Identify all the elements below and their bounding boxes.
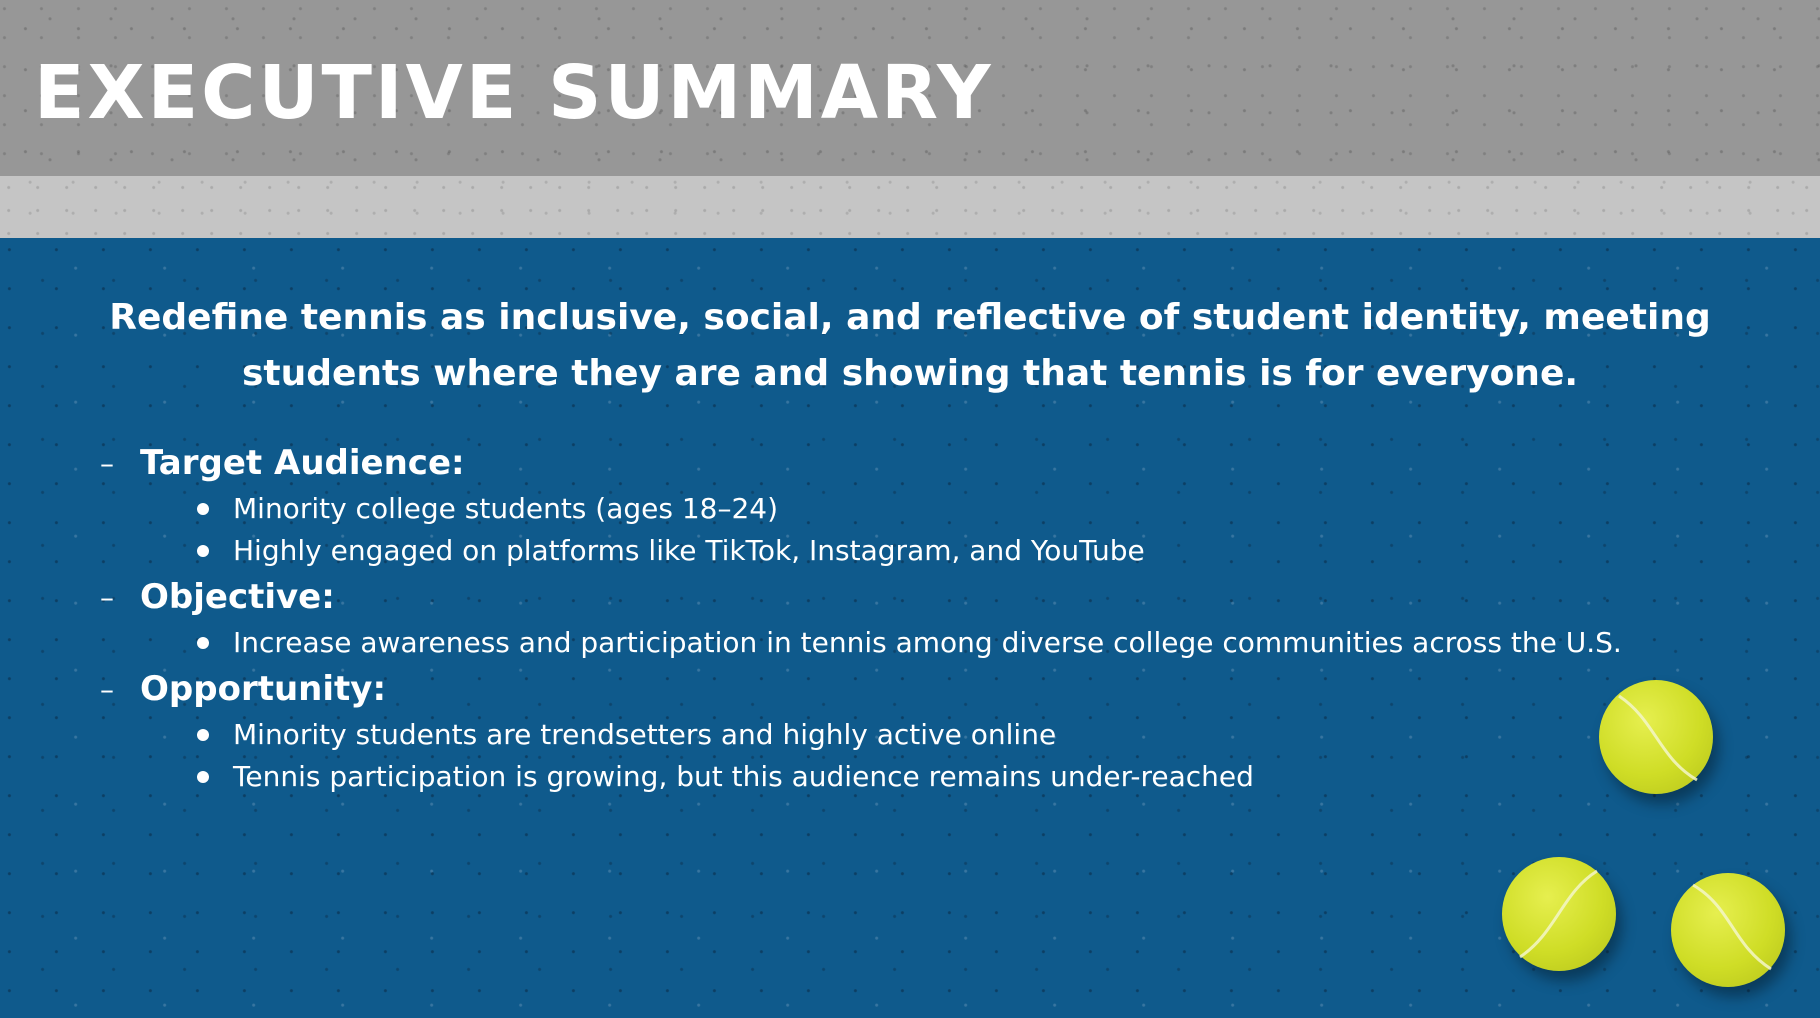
- tennis-ball-icon: [1502, 857, 1616, 971]
- bullet-item: [197, 530, 1703, 572]
- tennis-ball-icon: [1599, 680, 1713, 794]
- bullet-text: Minority students are trendsetters and highly active online: [233, 718, 1057, 751]
- section-heading-label: Opportunity:: [140, 669, 387, 709]
- section-heading-label: Target Audience:: [140, 443, 465, 483]
- bullet-list: [100, 714, 1720, 798]
- summary-sections: [100, 438, 1720, 798]
- bullet-item: [197, 622, 1703, 664]
- dash-marker: –: [100, 580, 114, 614]
- section-heading-label: Objective:: [140, 577, 335, 617]
- dash-marker: –: [100, 446, 114, 480]
- bullet-dot-icon: [197, 729, 209, 741]
- section-heading: [100, 664, 1720, 714]
- bullet-text: Minority college students (ages 18–24): [233, 492, 779, 525]
- bullet-dot-icon: [197, 545, 209, 557]
- tennis-ball-icon: [1671, 873, 1785, 987]
- bullet-text: Highly engaged on platforms like TikTok, Instagram, and YouTube: [233, 534, 1145, 567]
- section-heading: [100, 438, 1720, 488]
- section-target-audience: [100, 438, 1720, 572]
- ball-seam: [1671, 873, 1785, 987]
- bullet-item: [197, 714, 1703, 756]
- bullet-list: [100, 622, 1720, 664]
- section-heading: [100, 572, 1720, 622]
- bullet-dot-icon: [197, 503, 209, 515]
- bullet-dot-icon: [197, 637, 209, 649]
- section-objective: [100, 572, 1720, 664]
- bullet-text: Increase awareness and participation in tennis among diverse college communities across the U.S.: [233, 626, 1622, 659]
- ball-seam: [1502, 857, 1616, 971]
- bullet-list: [100, 488, 1720, 572]
- bullet-text: Tennis participation is growing, but this audience remains under-reached: [233, 760, 1254, 793]
- court-baseline: [0, 176, 1820, 238]
- section-opportunity: [100, 664, 1720, 798]
- ball-seam: [1599, 680, 1713, 794]
- bullet-item: [197, 756, 1703, 798]
- bullet-item: [197, 488, 1703, 530]
- dash-marker: –: [100, 672, 114, 706]
- bullet-dot-icon: [197, 771, 209, 783]
- page-title: EXECUTIVE SUMMARY: [34, 50, 994, 136]
- tagline: Redefine tennis as inclusive, social, and reflective of student identity, meeting students where they are and showing that tennis is for everyone.: [109, 297, 1711, 394]
